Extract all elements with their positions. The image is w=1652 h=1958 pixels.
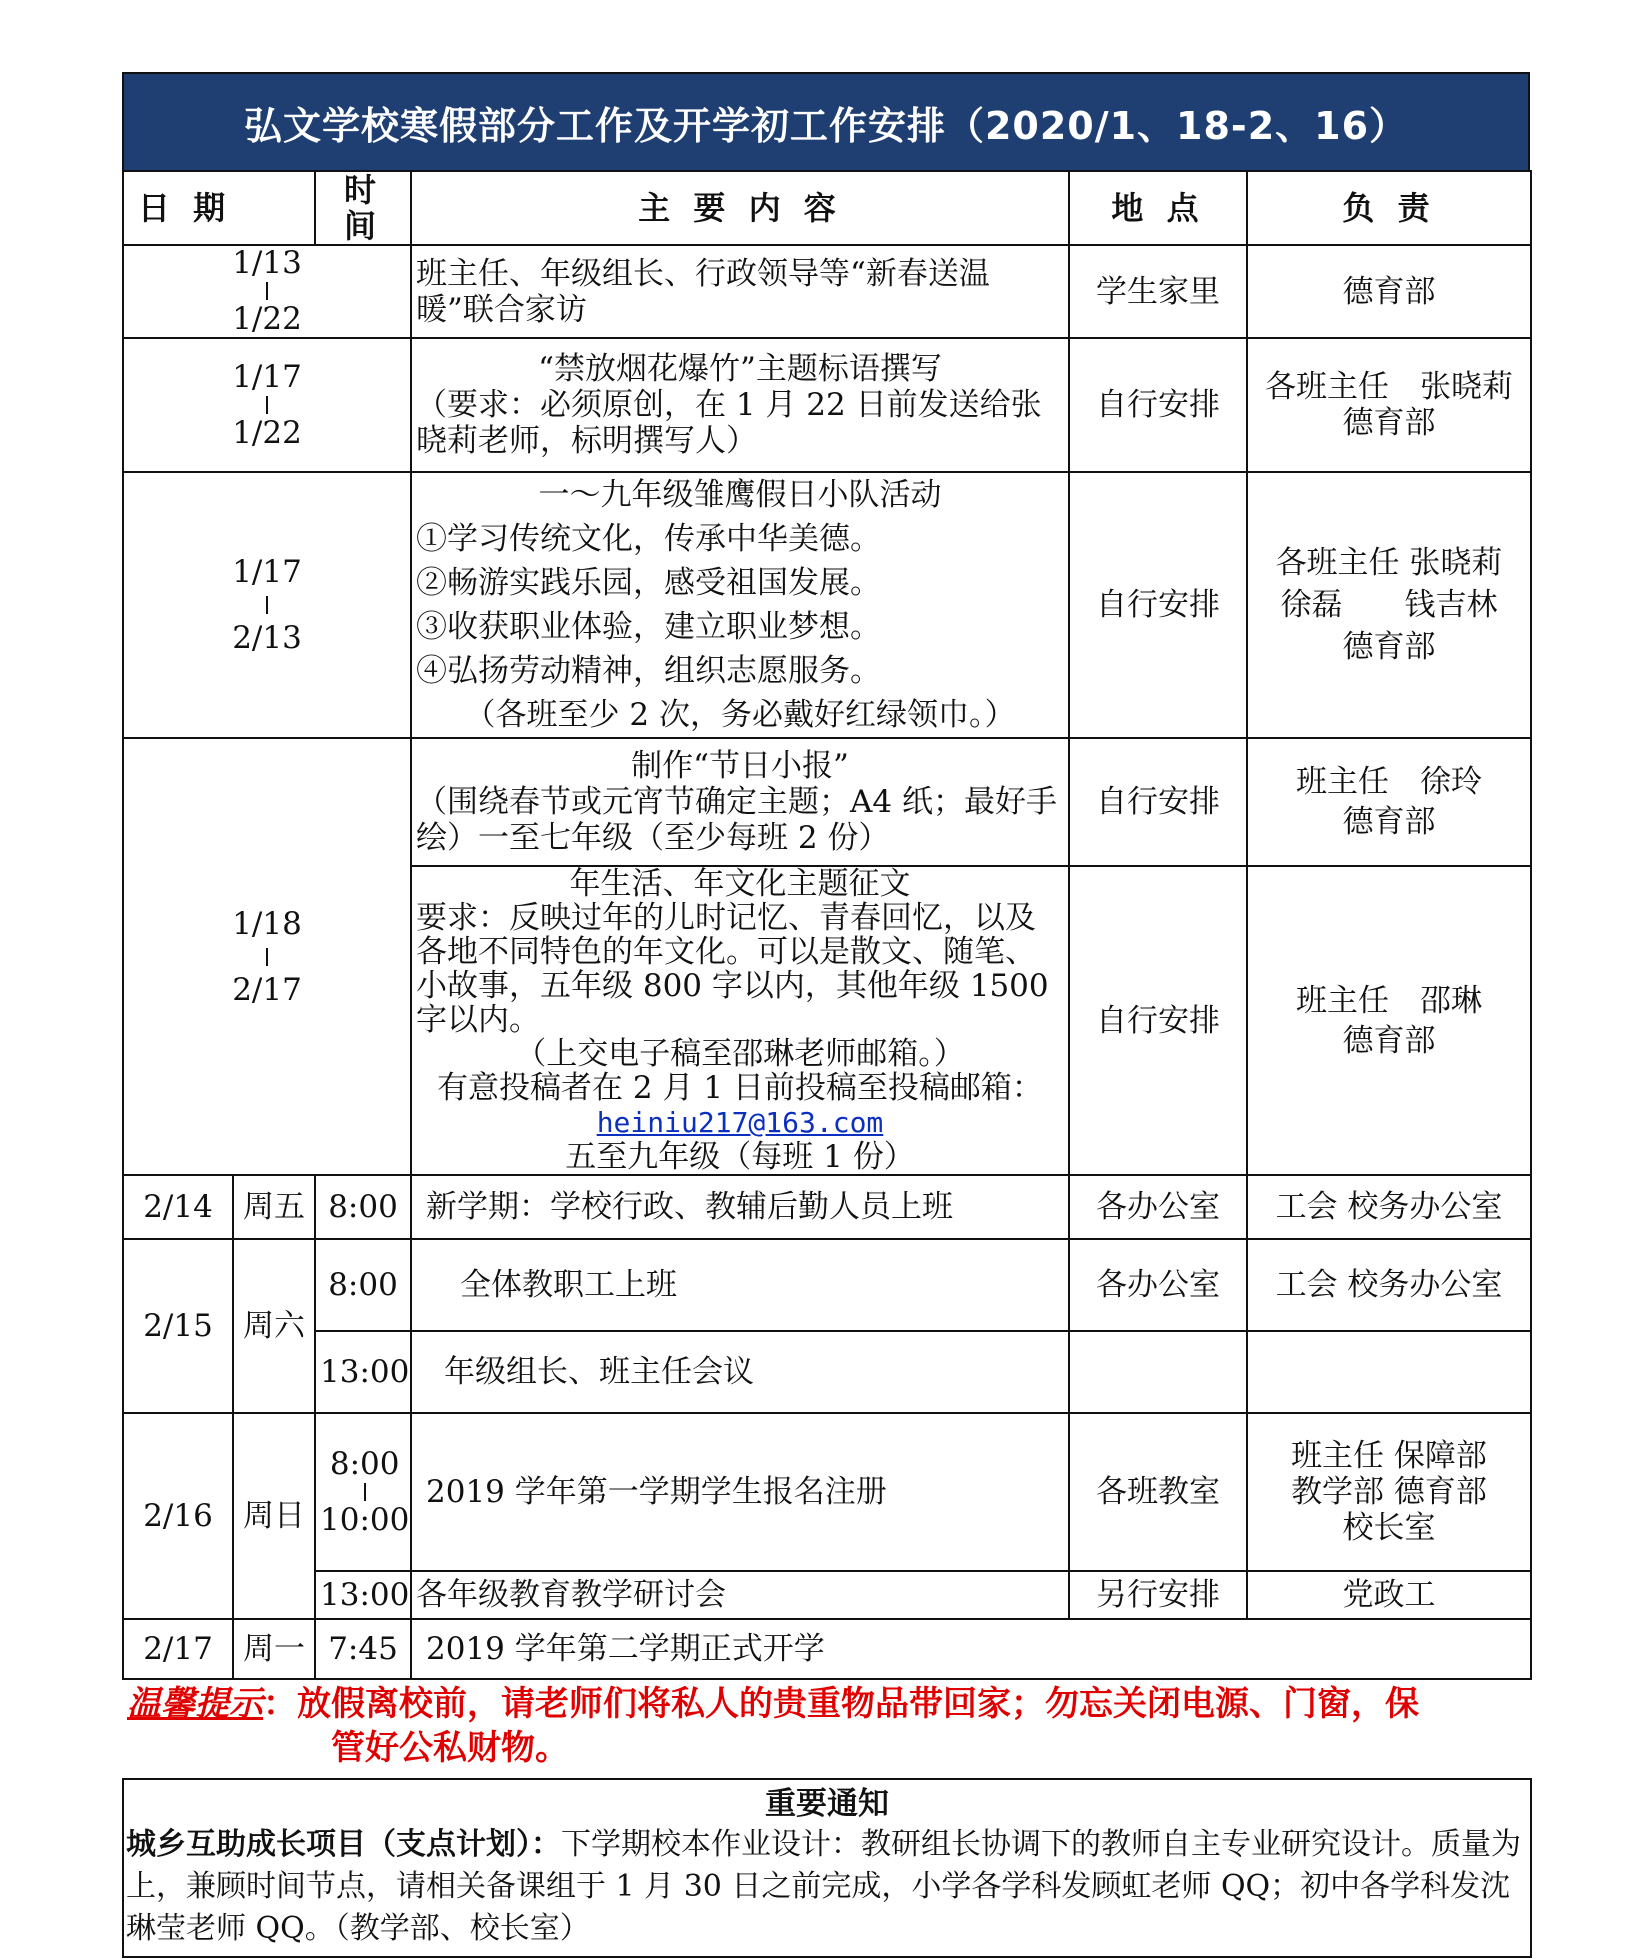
table-row: [123, 1413, 1531, 1571]
owner-cell: 班主任 徐玲 德育部: [1247, 738, 1531, 866]
date-range: 1/17 2/13: [123, 472, 411, 738]
email-link[interactable]: heiniu217@163.com: [596, 1106, 884, 1139]
weekday-cell: 周一: [233, 1619, 315, 1679]
content-cell: 全体教职工上班: [411, 1239, 1069, 1331]
notice-heading: 重要通知: [765, 1786, 889, 1822]
content-cell: 2019 学年第一学期学生报名注册: [411, 1413, 1069, 1571]
content-cell: 班主任、年级组长、行政领导等“新春送温暖”联合家访: [411, 245, 1069, 338]
header-place: 地 点: [1069, 171, 1247, 245]
time-cell: 7:45: [315, 1619, 411, 1679]
date-range: 1/17 1/22: [123, 338, 411, 472]
weekday-cell: 周五: [233, 1175, 315, 1239]
content-cell: “禁放烟花爆竹”主题标语撰写 （要求：必须原创，在 1 月 22 日前发送给张晓莉老师，标明撰写人）: [411, 338, 1069, 472]
content-cell: 制作“节日小报” （围绕春节或元宵节确定主题；A4 纸；最好手绘）一至七年级（至少每班 2 份）: [411, 738, 1069, 866]
table-row: [123, 1175, 1531, 1239]
owner-cell: [1247, 1331, 1531, 1413]
table-row: [123, 245, 1531, 338]
header-owner: 负 责: [1247, 171, 1531, 245]
notice-cell: [123, 1779, 1531, 1957]
header-time: 时 间: [315, 171, 411, 245]
date-range: 1/13 1/22: [123, 245, 411, 338]
place-cell: 自行安排: [1069, 738, 1247, 866]
place-cell: 自行安排: [1069, 338, 1247, 472]
owner-cell: 德育部: [1247, 245, 1531, 338]
warm-tip: 温馨提示：放假离校前，请老师们将私人的贵重物品带回家；勿忘关闭电源、门窗，保 管好公私财物。: [123, 1679, 1531, 1779]
owner-cell: 班主任 保障部 教学部 德育部 校长室: [1247, 1413, 1531, 1571]
place-cell: 学生家里: [1069, 245, 1247, 338]
owner-cell: 工会 校务办公室: [1247, 1239, 1531, 1331]
time-cell: 13:00: [315, 1571, 411, 1619]
weekday-cell: 周日: [233, 1413, 315, 1619]
owner-cell: 各班主任 张晓莉 德育部: [1247, 338, 1531, 472]
owner-cell: 各班主任 张晓莉 徐磊 钱吉林 德育部: [1247, 472, 1531, 738]
table-row: [123, 338, 1531, 472]
place-cell: 自行安排: [1069, 866, 1247, 1175]
date-cell: 2/14: [123, 1175, 233, 1239]
weekday-cell: 周六: [233, 1239, 315, 1413]
content-cell: 一～九年级雏鹰假日小队活动 ①学习传统文化，传承中华美德。 ②畅游实践乐园，感受祖国发展。 ③收获职业体验，建立职业梦想。 ④弘扬劳动精神，组织志愿服务。 （各班至少 2 次，务必戴好红绿领巾。）: [411, 472, 1069, 738]
content-cell: 2019 学年第二学期正式开学: [411, 1619, 1531, 1679]
table-row: [123, 1239, 1531, 1331]
date-cell: 2/17: [123, 1619, 233, 1679]
tip-label: 温馨提示: [127, 1684, 263, 1724]
owner-cell: 班主任 邵琳 德育部: [1247, 866, 1531, 1175]
table-header: [123, 171, 1531, 245]
content-cell: 新学期：学校行政、教辅后勤人员上班: [411, 1175, 1069, 1239]
header-date: 日 期: [123, 171, 315, 245]
date-cell: 2/15: [123, 1239, 233, 1413]
table-row: [123, 472, 1531, 738]
time-cell: 8:00: [315, 1175, 411, 1239]
content-cell: 年级组长、班主任会议: [411, 1331, 1069, 1413]
time-range: 8:00 10:00: [315, 1413, 411, 1571]
place-cell: 自行安排: [1069, 472, 1247, 738]
table-row: [123, 1571, 1531, 1619]
time-cell: 8:00: [315, 1239, 411, 1331]
content-cell: 各年级教育教学研讨会: [411, 1571, 1069, 1619]
time-cell: 13:00: [315, 1331, 411, 1413]
header-content: 主 要 内 容: [411, 171, 1069, 245]
table-row: [123, 738, 1531, 866]
notice-body: 城乡互助成长项目（支点计划）：下学期校本作业设计：教研组长协调下的教师自主专业研究设计。质量为上，兼顾时间节点，请相关备课组于 1 月 30 日之前完成，小学各学科发顾虹老师 QQ；初中各学科发沈琳莹老师 QQ。（教学部、校长室）: [126, 1827, 1521, 1946]
schedule-table: [122, 170, 1532, 1958]
place-cell: 各办公室: [1069, 1175, 1247, 1239]
document-title: 弘文学校寒假部分工作及开学初工作安排（2020/1、18-2、16）: [122, 72, 1530, 170]
owner-cell: 工会 校务办公室: [1247, 1175, 1531, 1239]
place-cell: 各班教室: [1069, 1413, 1247, 1571]
place-cell: [1069, 1331, 1247, 1413]
place-cell: 另行安排: [1069, 1571, 1247, 1619]
table-row: [123, 1619, 1531, 1679]
content-cell: 年生活、年文化主题征文 要求：反映过年的儿时记忆、青春回忆，以及各地不同特色的年文化。可以是散文、随笔、小故事，五年级 800 字以内，其他年级 1500 字以内。 （上交电子稿至邵琳老师邮箱。） 有意投稿者在 2 月 1 日前投稿至投稿邮箱： heiniu217@163.com 五至九年级（每班 1 份）: [411, 866, 1069, 1175]
owner-cell: 党政工: [1247, 1571, 1531, 1619]
notice-row: [123, 1779, 1531, 1957]
place-cell: 各办公室: [1069, 1239, 1247, 1331]
schedule-document: [122, 72, 1530, 1958]
date-range: 1/18 2/17: [123, 738, 411, 1175]
date-cell: 2/16: [123, 1413, 233, 1619]
tip-row: [123, 1679, 1531, 1779]
table-row: [123, 1331, 1531, 1413]
